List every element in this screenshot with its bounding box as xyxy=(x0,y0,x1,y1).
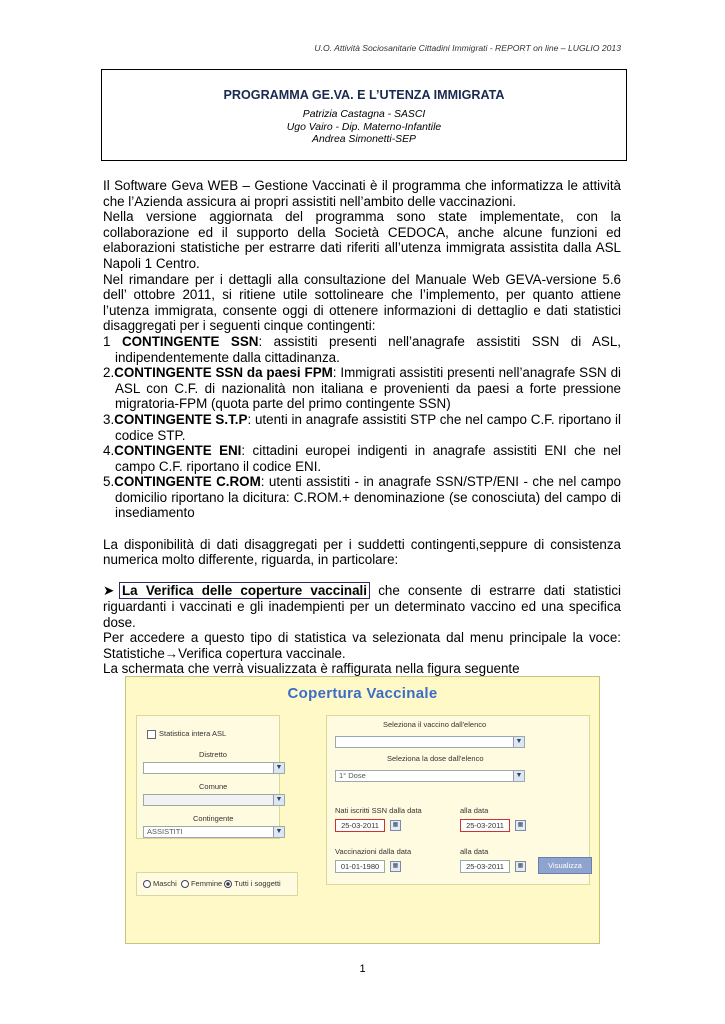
contingente-label: Contingente xyxy=(193,814,234,823)
figure-title: Copertura Vaccinale xyxy=(287,685,438,702)
visualizza-button[interactable]: Visualizza xyxy=(538,857,592,874)
document-title: PROGRAMMA GE.VA. E L’UTENZA IMMIGRATA xyxy=(223,88,505,102)
alla-data-input-2[interactable]: 25-03-2011 xyxy=(460,860,510,873)
paragraph-availability: La disponibilità di dati disaggregati per i suddetti contingenti,seppure di consistenza numerica molto differente, riguarda, in particolare: xyxy=(103,536,621,568)
chevron-down-icon: ▼ xyxy=(273,763,284,773)
distretto-label: Distretto xyxy=(199,750,227,759)
alla-data-label-2: alla data xyxy=(460,847,489,856)
list-item: 1 CONTINGENTE SSN: assistiti presenti nell’anagrafe assistiti SSN di ASL, indipendentemente dalla cittadinanza. xyxy=(103,333,621,365)
author-3: Andrea Simonetti-SEP xyxy=(312,134,416,146)
distretto-select[interactable] xyxy=(143,762,285,774)
bullet-coverage: ➤ La Verifica delle coperture vaccinali che consente di estrarre dati statistici riguardanti i vaccinati e gli inadempienti per un determinato vaccino ed una specifica dose. xyxy=(103,583,621,630)
list-item: 3.CONTINGENTE S.T.P: utenti in anagrafe assistiti STP che nel campo C.F. riportano il codice STP. xyxy=(103,411,621,443)
list-item: 5.CONTINGENTE C.ROM: utenti assistiti - in anagrafe SSN/STP/ENI - che nel campo domicilio riportano la dicitura: C.ROM.+ denominazione (se conosciuta) del campo di insediamento xyxy=(103,474,621,521)
radio-femmine[interactable] xyxy=(181,880,189,888)
comune-select[interactable] xyxy=(143,794,285,806)
radio-maschi[interactable] xyxy=(143,880,151,888)
sex-radio-group: Maschi Femmine Tutti i soggetti xyxy=(143,879,281,888)
left-filter-panel xyxy=(136,715,283,839)
author-1: Patrizia Castagna - SASCI xyxy=(302,109,426,120)
vaccino-select[interactable] xyxy=(335,736,525,748)
comune-label: Comune xyxy=(199,782,228,791)
arrow-right-icon: → xyxy=(164,645,179,661)
paragraph-figure-ref: La schermata che verrà visualizzata è raffigurata nella figura seguente xyxy=(103,661,520,677)
list-item: 4.CONTINGENTE ENI: cittadini europei indigenti in anagrafe assistiti ENI che nel campo C.F. riportano il codice ENI. xyxy=(103,443,621,474)
paragraph-access: Per accedere a questo tipo di statistica va selezionata dal menu principale la voce: Statistiche→Verifica copertura vaccinale. xyxy=(103,630,621,661)
calendar-icon[interactable]: ▦ xyxy=(390,861,401,872)
arrow-bullet-icon: ➤ xyxy=(103,583,115,599)
iscritti-date-input[interactable]: 25-03-2011 xyxy=(335,819,385,832)
alla-data-input-1[interactable]: 25-03-2011 xyxy=(460,819,510,832)
running-header: U.O. Attività Sociosanitarie Cittadini Immigrati - REPORT on line – LUGLIO 2013 xyxy=(314,43,621,53)
calendar-icon[interactable]: ▦ xyxy=(515,820,526,831)
alla-data-label-1: alla data xyxy=(460,806,489,815)
chevron-down-icon: ▼ xyxy=(513,737,524,747)
iscritti-label: Nati iscritti SSN dalla data xyxy=(335,806,422,815)
body-text xyxy=(103,178,621,677)
radio-tutti[interactable] xyxy=(224,880,232,888)
intera-asl-label: Statistica intera ASL xyxy=(159,729,227,738)
intera-asl-checkbox[interactable] xyxy=(147,730,156,739)
page-number: 1 xyxy=(359,963,366,975)
chevron-down-icon: ▼ xyxy=(513,771,524,781)
vaccinazioni-date-input[interactable]: 01-01-1980 xyxy=(335,860,385,873)
title-box xyxy=(101,69,627,161)
dose-label: Seleziona la dose dall'elenco xyxy=(387,754,484,763)
screenshot-figure xyxy=(125,676,600,944)
vaccino-label: Seleziona il vaccino dall'elenco xyxy=(383,720,487,729)
sex-filter-panel xyxy=(136,872,298,896)
paragraph-contingents: Nel rimandare per i dettagli alla consultazione del Manuale Web GEVA-versione 5.6 dell’ ottobre 2011, si ritiene utile sottolineare che l’implemento, per quanto attiene l’utenza immigrata, consente oggi di ottenere informazioni di dettaglio e dati statistici disaggregati per i seguenti cinque contingenti: xyxy=(103,271,621,334)
chevron-down-icon: ▼ xyxy=(273,795,284,805)
calendar-icon[interactable]: ▦ xyxy=(515,861,526,872)
dose-select[interactable]: 1° Dose ▼ xyxy=(335,770,525,782)
calendar-icon[interactable]: ▦ xyxy=(390,820,401,831)
contingente-select[interactable]: ASSISTITI ▼ xyxy=(143,826,285,838)
chevron-down-icon: ▼ xyxy=(273,827,284,837)
paragraph-intro: Il Software Geva WEB – Gestione Vaccinati è il programma che informatizza le attività che l’Azienda assicura ai propri assistiti nell’ambito delle vaccinazioni. xyxy=(103,178,621,209)
list-item: 2.CONTINGENTE SSN da paesi FPM: Immigrati assistiti presenti nell’anagrafe SSN di ASL con C.F. di nazionalità non italiana e provenienti da paesi a forte pressione migratoria-FPM (quota parte del primo contingente SSN) xyxy=(103,365,621,412)
vaccinazioni-label: Vaccinazioni dalla data xyxy=(335,847,412,856)
author-2: Ugo Vairo - Dip. Materno-Infantile xyxy=(286,121,442,133)
paragraph-version: Nella versione aggiornata del programma sono state implementate, con la collaborazione ed il supporto della Società CEDOCA, anche alcune funzioni ed elaborazioni statistiche per estrarre dati riferiti all’utenza immigrata assistita dalla ASL Napoli 1 Centro. xyxy=(103,209,621,271)
